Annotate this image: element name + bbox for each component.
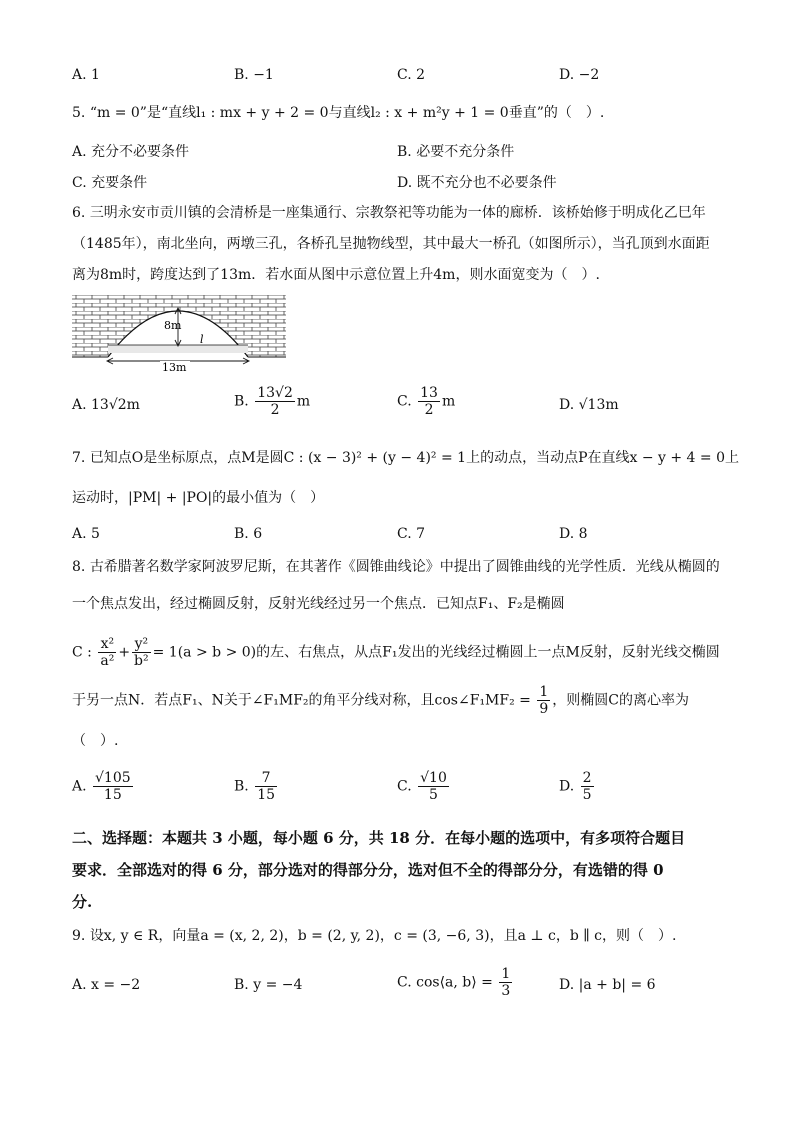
section-2-heading-line1: 二、选择题：本题共 3 小题，每小题 6 分，共 18 分．在每小题的选项中，有多项符合题目 <box>72 829 686 847</box>
q9-option-d: D. |a + b| = 6 <box>559 977 656 993</box>
section-2-heading-line2: 要求．全部选对的得 6 分，部分选对的得部分分，选对但不全的得部分分，有选错的得 0 <box>72 861 664 879</box>
q7-option-b: B. 6 <box>234 526 263 542</box>
q6-option-c: C. $\frac{13}{2}$ m <box>397 385 456 418</box>
bridge-arch-figure <box>72 295 286 373</box>
q6-stem-line1: 6. 三明永安市贡川镇的会清桥是一座集通行、宗教祭祀等功能为一体的廊桥．该桥始修于明成化乙巳年 <box>72 205 706 221</box>
q4-option-b: B. −1 <box>234 67 274 83</box>
q8-option-b: B. $\frac{7}{15}$ <box>234 770 276 803</box>
q8-stem-line5: （ ）. <box>72 733 119 749</box>
q8-option-a: A. $\frac{√105}{15}$ <box>72 770 131 803</box>
q7-stem-line2: 运动时，|PM| + |PO|的最小值为（ ） <box>72 490 325 506</box>
q7-option-c: C. 7 <box>397 526 426 542</box>
q6-stem-line2: （1485年），南北坐向，两墩三孔，各桥孔呈抛物线型，其中最大一桥孔（如图所示），当孔顶到水面距 <box>72 236 710 252</box>
q9-stem: 9. 设x, y ∈ R，向量a = (x, 2, 2)，b = (2, y, 2)，c = (3, −6, 3)，且a ⊥ c，b ∥ c，则（ ）. <box>72 928 677 944</box>
q4-option-a: A. 1 <box>72 67 100 83</box>
q5-stem: 5. “m = 0”是“直线l₁ : mx + y + 2 = 0与直线l₂ : x + m²y + 1 = 0垂直”的（ ）. <box>72 105 605 121</box>
q4-option-d: D. −2 <box>559 67 600 83</box>
q7-option-d: D. 8 <box>559 526 588 542</box>
height-label: 8m <box>164 319 182 332</box>
line-label: l <box>200 333 204 346</box>
width-label: 13m <box>162 361 187 373</box>
q5-option-a: A. 充分不必要条件 <box>72 144 190 160</box>
q9-option-a: A. x = −2 <box>72 977 141 993</box>
q7-stem-line1: 7. 已知点O是坐标原点，点M是圆C : (x − 3)² + (y − 4)² = 1上的动点，当动点P在直线x − y + 4 = 0上 <box>72 450 740 466</box>
q8-option-d: D. $\frac{2}{5}$ <box>559 770 592 803</box>
q5-option-b: B. 必要不充分条件 <box>397 144 515 160</box>
q8-stem-line3: C : $\frac{\text{x²}}{\text{a²}}$ + $\frac{\text{y²}}{\text{b²}}$ = 1(a > b > 0)的左、右焦点，从点F₁发出的光线经过椭圆上一点M反射，反射光线交椭圆 <box>72 636 720 669</box>
q9-option-c: C. cos⟨a, b⟩ = $\frac{1}{3}$ <box>397 966 511 999</box>
q6-option-a: A. 13√2m <box>72 397 140 413</box>
q6-stem-line3: 离为8m时，跨度达到了13m．若水面从图中示意位置上升4m，则水面宽变为（ ）. <box>72 267 600 283</box>
q8-stem-line1: 8. 古希腊著名数学家阿波罗尼斯，在其著作《圆锥曲线论》中提出了圆锥曲线的光学性质．光线从椭圆的 <box>72 559 720 575</box>
q6-option-d: D. √13m <box>559 397 619 413</box>
q5-option-c: C. 充要条件 <box>72 175 148 191</box>
q5-option-d: D. 既不充分也不必要条件 <box>397 175 557 191</box>
q8-stem-line2: 一个焦点发出，经过椭圆反射，反射光线经过另一个焦点．已知点F₁、F₂是椭圆 <box>72 596 565 612</box>
q6-option-b: B. $\frac{13√2}{2}$ m <box>234 385 311 418</box>
q9-option-b: B. y = −4 <box>234 977 303 993</box>
q4-option-c: C. 2 <box>397 67 426 83</box>
section-2-heading-line3: 分. <box>72 893 93 911</box>
q8-stem-line4: 于另一点N．若点F₁、N关于∠F₁MF₂的角平分线对称，且cos∠F₁MF₂ = $\frac{1}{9}$ ，则椭圆C的离心率为 <box>72 684 689 717</box>
q7-option-a: A. 5 <box>72 526 100 542</box>
q8-option-c: C. $\frac{√10}{5}$ <box>397 770 447 803</box>
